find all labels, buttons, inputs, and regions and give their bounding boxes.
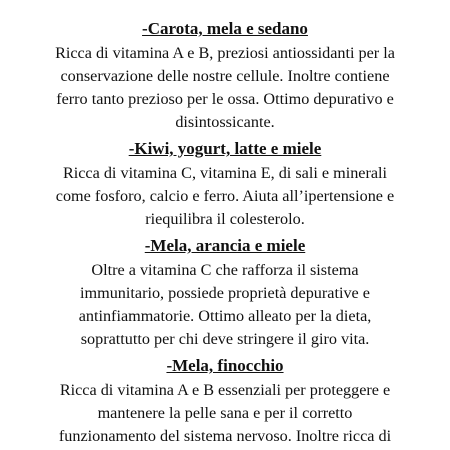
body-line: antinfiammatorie. Ottimo alleato per la dieta,	[78, 307, 372, 325]
body-line: come fosforo, calcio e ferro. Aiuta all’ipertensione e	[55, 187, 395, 205]
body-line: disintossicante.	[175, 113, 275, 131]
section-carota-mela-sedano	[0, 18, 450, 134]
body-line: immunitario, possiede proprietà depurative e	[80, 284, 370, 302]
body-line: ferro tanto prezioso per le ossa. Ottimo depurativo e	[56, 90, 394, 108]
body-line: Oltre a vitamina C che rafforza il sistema	[91, 261, 359, 279]
body-line: conservazione delle nostre cellule. Inoltre contiene	[60, 67, 390, 85]
body-line: soprattutto per chi deve stringere il giro vita.	[80, 330, 370, 348]
body-line: Ricca di vitamina C, vitamina E, di sali e minerali	[62, 164, 388, 182]
section-body	[0, 259, 450, 351]
section-kiwi-yogurt-latte-miele	[0, 138, 450, 231]
body-line: riequilibra il colesterolo.	[145, 210, 305, 228]
section-mela-finocchio	[0, 355, 450, 448]
body-line: funzionamento del sistema nervoso. Inoltre ricca di	[58, 427, 392, 445]
section-body	[0, 162, 450, 231]
section-title: -Mela, finocchio	[166, 356, 284, 375]
section-mela-arancia-miele	[0, 235, 450, 351]
section-title: -Carota, mela e sedano	[142, 19, 308, 38]
section-title: -Kiwi, yogurt, latte e miele	[128, 139, 322, 158]
section-body	[0, 42, 450, 134]
section-title: -Mela, arancia e miele	[144, 236, 306, 255]
body-line: mantenere la pelle sana e per il corretto	[97, 404, 353, 422]
body-line: Ricca di vitamina A e B essenziali per proteggere e	[59, 381, 391, 399]
document-page	[0, 18, 450, 448]
section-body	[0, 379, 450, 448]
body-line: Ricca di vitamina A e B, preziosi antiossidanti per la	[55, 44, 395, 62]
